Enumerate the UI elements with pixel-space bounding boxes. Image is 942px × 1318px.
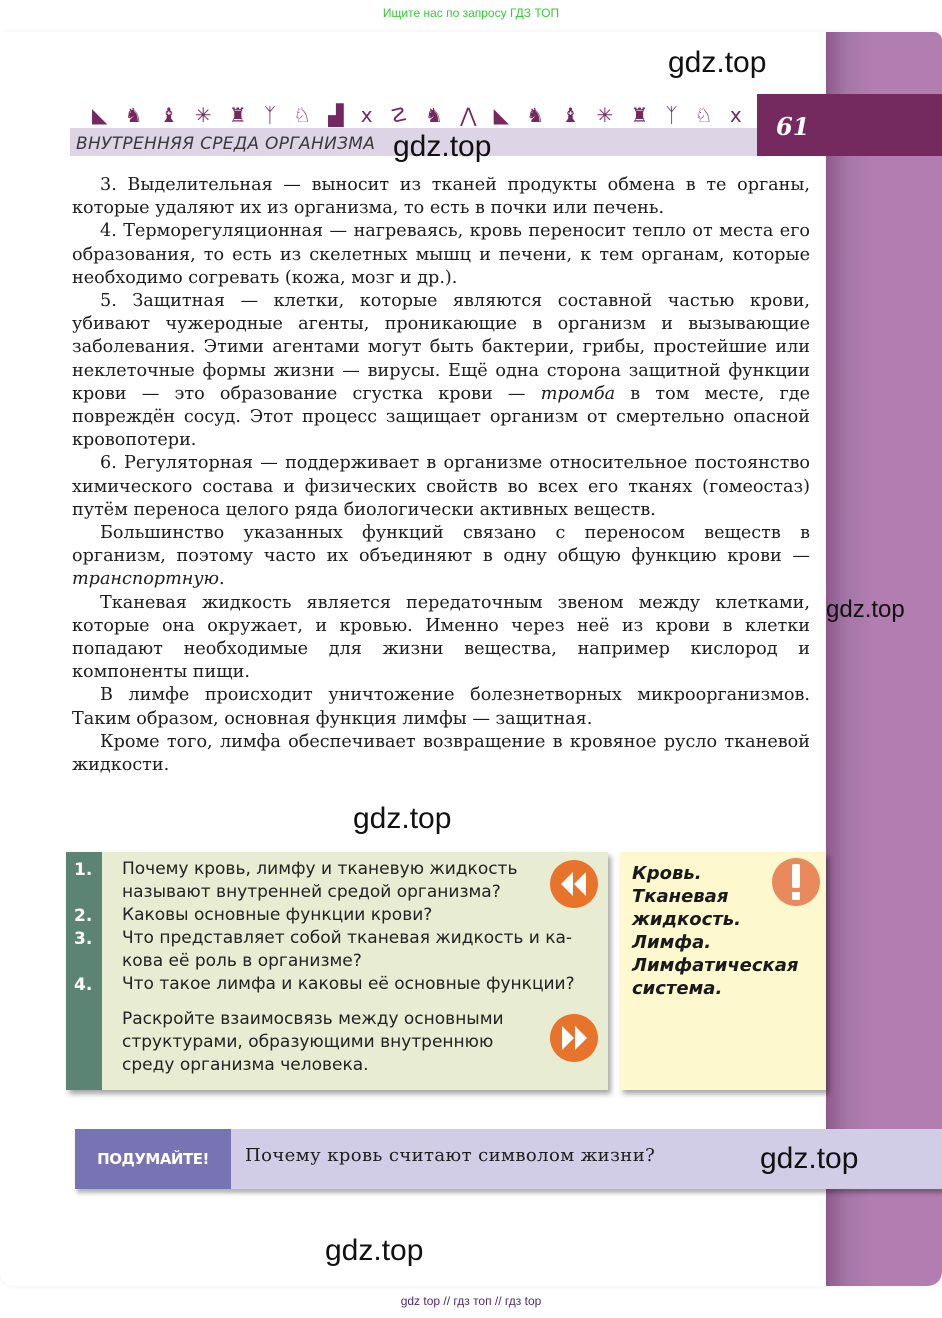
key-term: Тканевая	[632, 886, 729, 907]
task-line: среду организма человека.	[122, 1055, 369, 1075]
term-transport: транспортную	[72, 569, 220, 590]
hyena-icon: ♞	[124, 103, 143, 127]
scorpion-icon: ☡	[389, 103, 408, 127]
question-3: Что представляет собой тканевая жидкость и ка-	[122, 928, 573, 948]
questions-number-bar	[66, 852, 102, 1090]
question-number: 1.	[74, 860, 93, 880]
bull-icon: ♜	[228, 103, 247, 127]
watermark: gdz.top	[668, 46, 767, 79]
watermark: gdz.top	[393, 130, 492, 163]
antelope-icon: ♘	[694, 103, 713, 127]
paragraph-lymph: В лимфе происходит уничтожение болезнетворных микроорганизмов. Таким образом, основная функция лимфы — защитная.	[72, 685, 810, 729]
hyena-icon: ♞	[526, 103, 545, 127]
key-term: Кровь.	[632, 863, 702, 884]
paragraph-transport	[72, 522, 810, 592]
watermark: gdz.top	[760, 1142, 859, 1175]
paragraph-thermoregulatory: 4. Терморегуляционная — нагреваясь, кровь переносит тепло от места его образования, то есть из скелетных мышц и печени, к тем органам, которые необходимо согревать (кожа, мозг и др.).	[72, 221, 810, 288]
fast-forward-icon	[550, 1014, 598, 1062]
swallow-icon: ⋀	[460, 103, 477, 127]
body-text	[72, 174, 810, 777]
watermark: gdz.top	[826, 596, 905, 623]
paragraph-tissue-fluid: Тканевая жидкость является передаточным звеном между клетками, которые она окружает, и кровью. Именно через неё из крови в клетки попадают необходимые для жизни вещества, например кислород и компоненты пищи.	[72, 592, 810, 683]
antelope-icon: ♘	[293, 103, 312, 127]
task-line: Раскройте взаимосвязь между основными	[122, 1009, 504, 1029]
bison-icon: ▟	[328, 103, 344, 127]
text-span: .	[219, 569, 225, 590]
task-line: структурами, образующими внутреннюю	[122, 1032, 494, 1052]
moth-icon: ✳	[194, 103, 212, 127]
key-term: Лимфа.	[632, 932, 712, 953]
key-term: система.	[632, 978, 723, 999]
paragraph-protective	[72, 290, 810, 452]
think-label-box	[75, 1129, 231, 1189]
term-thrombus: тромба	[540, 383, 616, 404]
butterfly-icon: ⅹ	[729, 103, 742, 127]
text-span: Большинство указанных функций связано с переносом веществ в организм, поэтому часто их объединяют в одну общую функцию крови —	[72, 523, 810, 567]
watermark: gdz.top	[325, 1234, 424, 1267]
side-stripe	[826, 32, 942, 1286]
paragraph-regulatory: 6. Регуляторная — поддерживает в организме относительное постоянство химического состава и физических свойств во всех его тканях (гомеостаз) путём переноса целого ряда биологически активных веществ.	[72, 453, 810, 520]
bird-icon: ♝	[561, 103, 580, 127]
question-line: называют внутренней средой организма?	[122, 882, 501, 902]
question-number: 3.	[74, 929, 93, 949]
question-2: Каковы основные функции крови?	[122, 905, 433, 925]
whale-icon: ◣	[92, 103, 108, 127]
question-4: Что такое лимфа и каковы её основные функции?	[122, 974, 575, 994]
animal-silhouettes-row	[92, 98, 742, 126]
think-label: ПОДУМАЙТЕ!	[97, 1150, 209, 1168]
horse-icon: ♞	[424, 103, 443, 127]
cat-icon: ᛉ	[263, 103, 276, 127]
cat-icon: ᛉ	[665, 103, 678, 127]
rewind-icon	[550, 860, 598, 908]
moth-icon: ✳	[596, 103, 614, 127]
key-term: Лимфатическая	[632, 955, 799, 976]
paragraph-lymph-return: Кроме того, лимфа обеспечивает возвращение в кровяное русло тканевой жидкости.	[72, 731, 810, 776]
question-number: 2.	[74, 906, 93, 926]
bird-icon: ♝	[159, 103, 178, 127]
section-title: ВНУТРЕННЯЯ СРЕДА ОРГАНИЗМА	[76, 134, 376, 154]
butterfly-icon: ⅹ	[360, 103, 373, 127]
task-text	[122, 1008, 504, 1077]
text-span: 5. Защитная — клетки, которые являются составной частью крови, убивают чужеродные агенты, проникающие в организм и вызывающие заболевания. Этими агентами могут быть бактерии, грибы, простейшие или неклеточные формы жизни — вирусы. Ещё одна сторона защитной функции крови — это образование сгустка крови —	[72, 291, 810, 404]
bull-icon: ♜	[630, 103, 649, 127]
top-banner: Ищите нас по запросу ГДЗ ТОП	[382, 6, 560, 20]
question-line: кова её роль в организме?	[122, 951, 362, 971]
question-1	[122, 858, 575, 996]
watermark: gdz.top	[353, 802, 452, 835]
think-question: Почему кровь считают символом жизни?	[245, 1145, 656, 1166]
page-number: 61	[776, 112, 810, 141]
question-number: 4.	[74, 975, 93, 995]
text-span: в том месте, где повреждён сосуд. Этот процесс защищает организм от смертельно опасной кровопотери.	[72, 383, 811, 451]
whale-icon: ◣	[493, 103, 510, 127]
paragraph-excretory: 3. Выделительная — выносит из тканей продукты обмена в те органы, которые удаляют их из организма, то есть в почки или печень.	[72, 175, 810, 219]
key-terms-box	[620, 852, 826, 1090]
textbook-page	[0, 32, 942, 1286]
review-questions-box	[66, 852, 608, 1090]
footer-links: gdz top // гдз топ // гдз top	[400, 1294, 542, 1308]
key-term: жидкость.	[632, 909, 741, 930]
question-line: Почему кровь, лимфу и тканевую жидкость	[122, 859, 518, 879]
key-terms-list	[632, 862, 798, 1000]
